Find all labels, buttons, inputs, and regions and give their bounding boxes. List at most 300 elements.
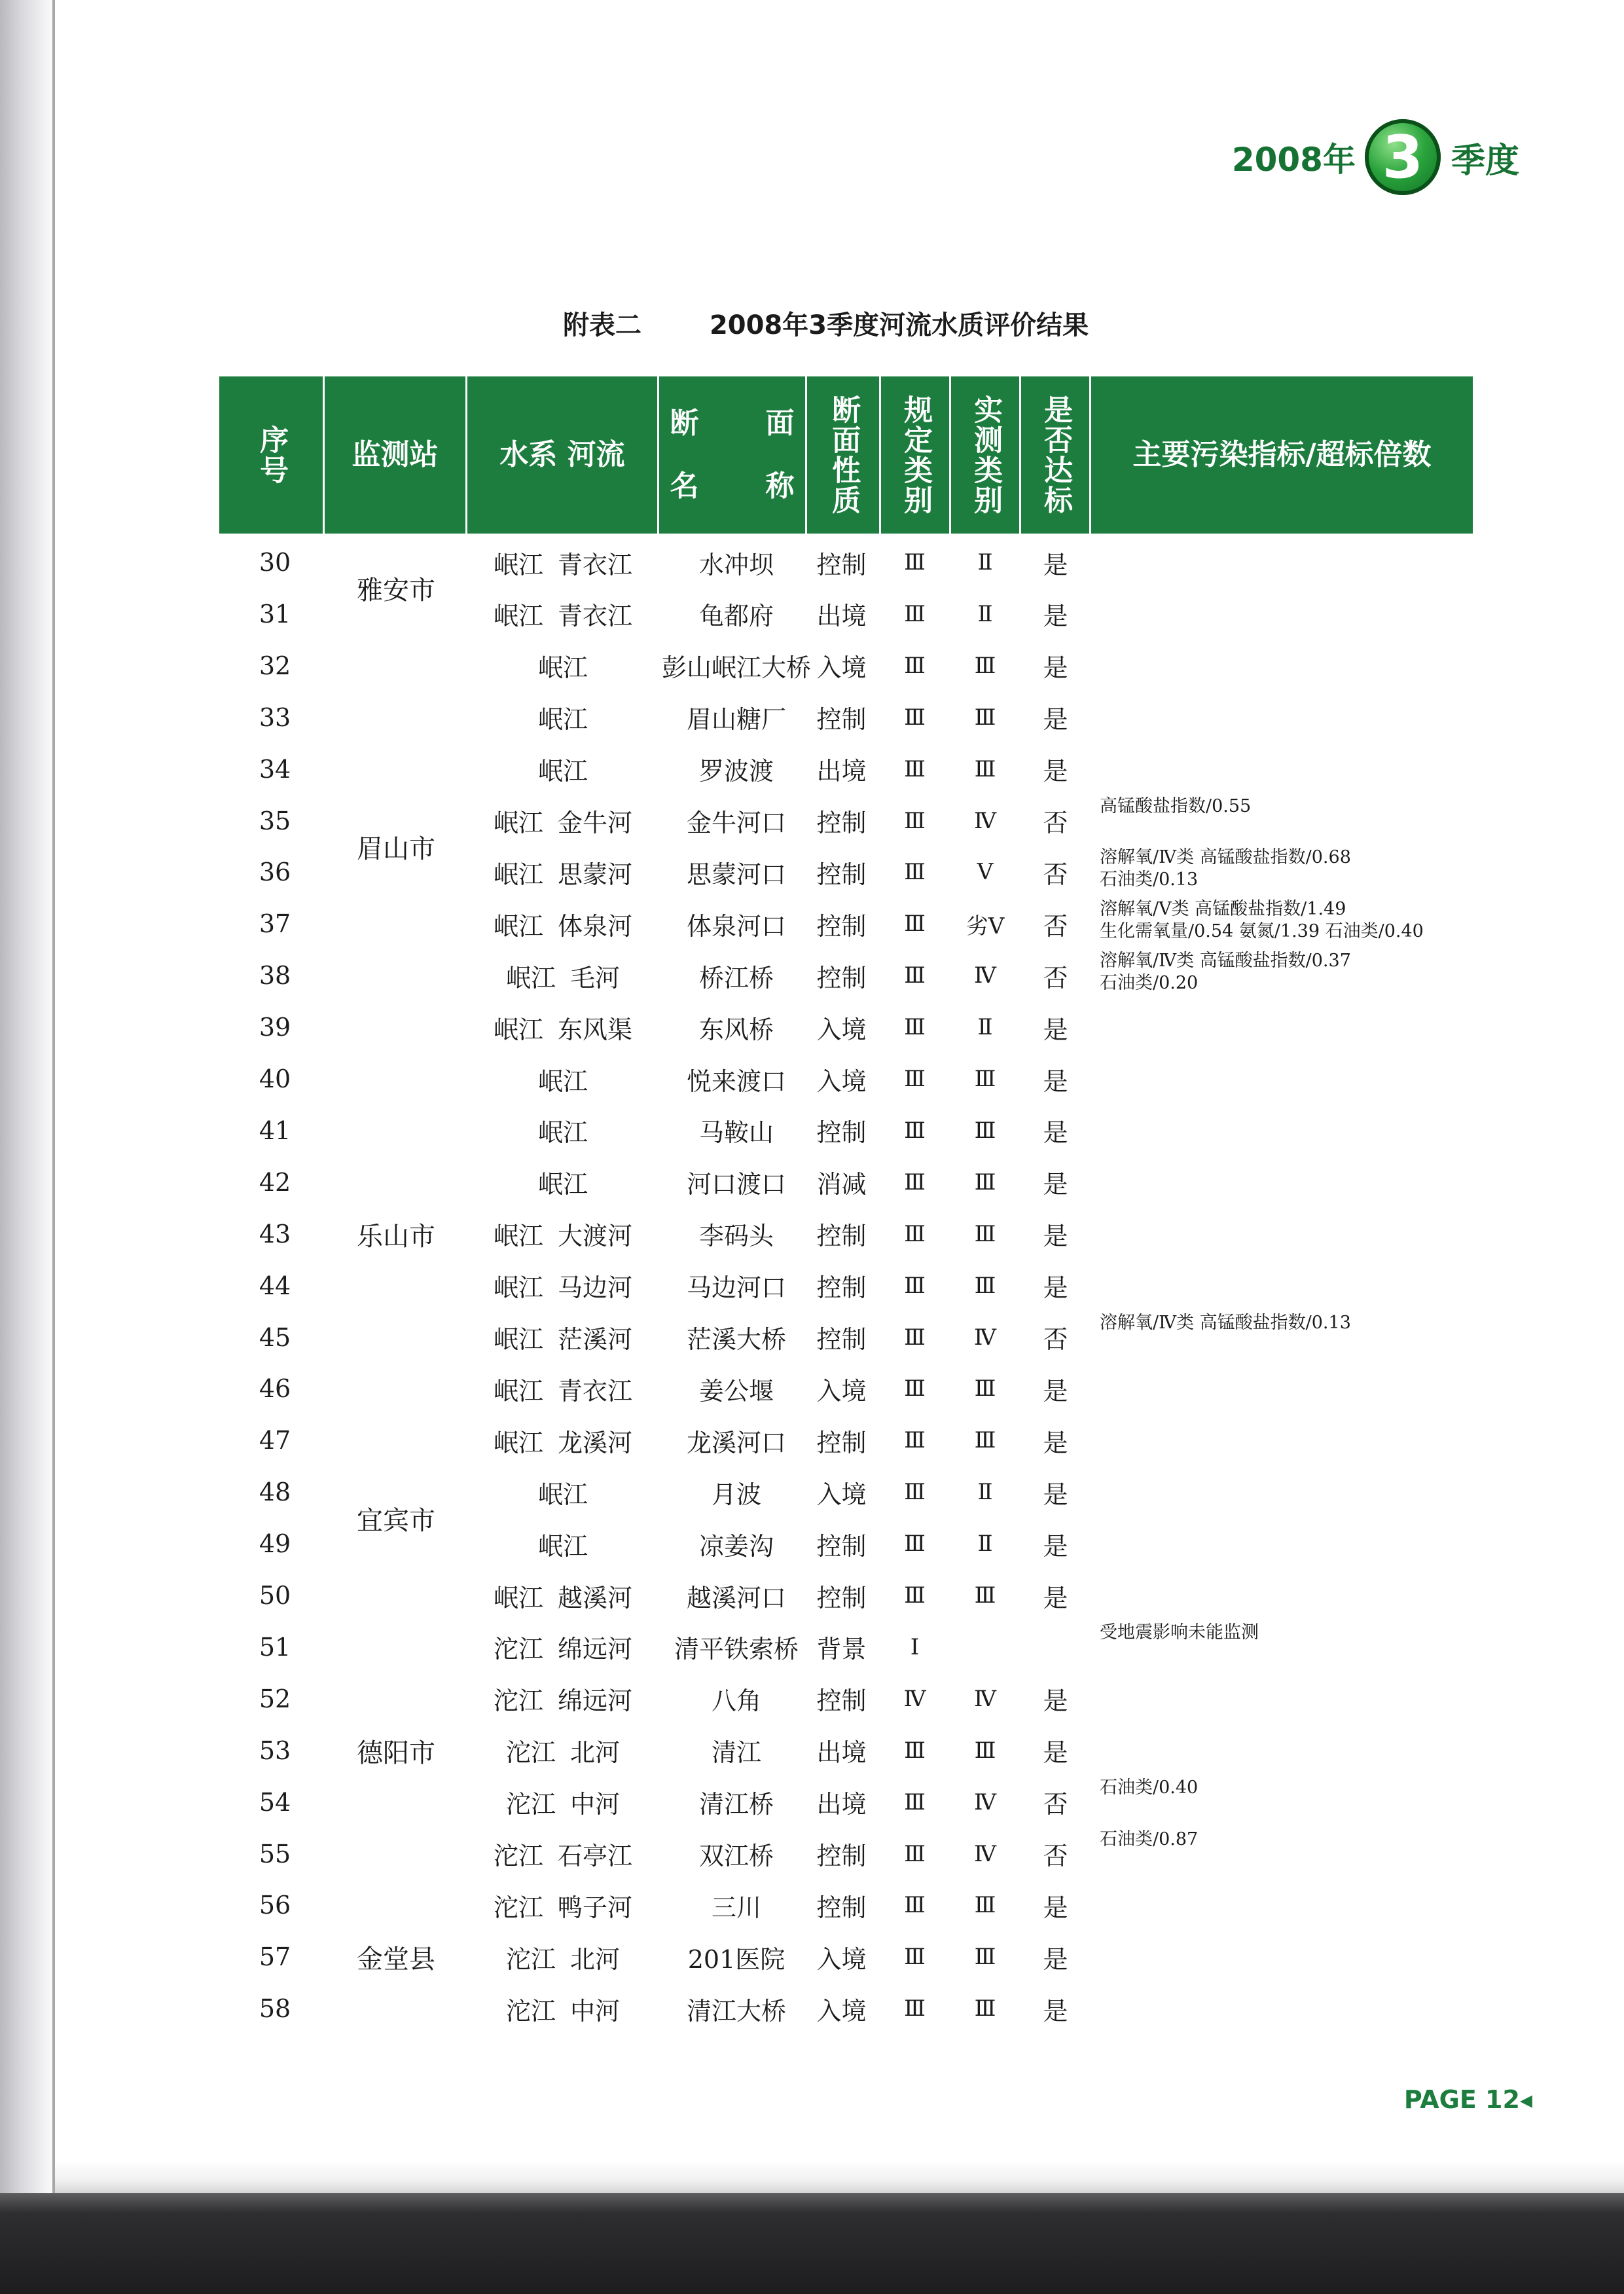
- river-system: 沱江: [493, 1842, 543, 1870]
- cell-river: [465, 1880, 661, 1931]
- cell-actual-class: Ⅲ: [974, 1892, 996, 1919]
- cell-river: [465, 1725, 661, 1776]
- cell-pollutants: [1100, 537, 1466, 588]
- cell-pollutants: [1100, 1931, 1466, 1982]
- col-header-actual: 实测类别: [949, 376, 1019, 534]
- river-system: 岷江: [537, 705, 588, 735]
- cell-no: 48: [259, 1478, 291, 1507]
- river-system: 岷江: [537, 1066, 588, 1096]
- cell-river: [465, 1002, 661, 1053]
- cell-actual-class: Ⅳ: [974, 1789, 996, 1815]
- cell-pollutants: [1100, 1209, 1466, 1260]
- cell-river: [465, 1363, 661, 1414]
- cell-river: [465, 1673, 661, 1724]
- river-system: 沱江: [505, 1738, 556, 1768]
- cell-compliant: 是: [1043, 757, 1068, 786]
- cell-compliant: 否: [1043, 809, 1068, 837]
- river-system: 岷江: [493, 1325, 543, 1354]
- cell-actual-class: Ⅲ: [974, 1220, 996, 1247]
- cell-pollutants: [1100, 1466, 1466, 1518]
- badge-quarter-circle: 3: [1365, 119, 1441, 195]
- cell-nature: 控制: [816, 1273, 867, 1303]
- cell-no: 55: [259, 1839, 291, 1868]
- cell-compliant: 是: [1043, 602, 1068, 631]
- cell-no: 57: [259, 1942, 291, 1972]
- cell-pollutants: [1100, 1157, 1466, 1208]
- river-name: 青衣江: [558, 602, 633, 631]
- cell-river: [465, 1570, 661, 1621]
- pollutant-line: 溶解氧/Ⅴ类 高锰酸盐指数/1.49: [1100, 899, 1346, 920]
- cell-no: 38: [259, 961, 291, 991]
- river-name: 龙溪河: [558, 1428, 633, 1457]
- page-fold-line: [52, 0, 55, 2193]
- cell-compliant: 是: [1043, 1686, 1068, 1716]
- cell-nature: 控制: [816, 1893, 867, 1922]
- cell-river: [465, 795, 661, 847]
- cell-required-class: Ⅲ: [904, 1737, 926, 1764]
- cell-nature: 控制: [816, 1222, 867, 1251]
- cell-compliant: 是: [1043, 1066, 1068, 1096]
- cell-river: [465, 1053, 661, 1104]
- river-system: 岷江: [493, 1015, 543, 1044]
- cell-nature: 入境: [816, 653, 867, 683]
- cell-compliant: 是: [1043, 1170, 1068, 1199]
- cell-section: 思蒙河口: [686, 860, 786, 889]
- cell-actual-class: Ⅲ: [974, 756, 996, 782]
- cell-pollutants: [1100, 950, 1466, 1001]
- cell-no: 43: [259, 1219, 291, 1248]
- pollutant-line: 高锰酸盐指数/0.55: [1100, 795, 1252, 816]
- river-system: 岷江: [493, 1583, 543, 1612]
- table-caption: 2008年3季度河流水质评价结果: [709, 310, 1089, 340]
- cell-nature: 控制: [816, 911, 867, 941]
- pollutant-line: 生化需氧量/0.54 氨氮/1.39 石油类/0.40: [1100, 921, 1424, 942]
- cell-section: 悦来渡口: [686, 1066, 786, 1096]
- river-system: 岷江: [493, 602, 543, 631]
- cell-nature: 出境: [816, 602, 867, 631]
- river-system: 沱江: [493, 1635, 543, 1664]
- cell-required-class: Ⅲ: [904, 859, 926, 886]
- pollutant-line: 石油类/0.40: [1100, 1777, 1199, 1798]
- cell-river: [465, 589, 661, 640]
- cell-pollutants: [1100, 1002, 1466, 1053]
- cell-no: 32: [259, 651, 291, 680]
- cell-pollutants: [1100, 692, 1466, 743]
- cell-nature: 控制: [816, 705, 867, 735]
- cell-no: 50: [259, 1581, 291, 1610]
- cell-compliant: 是: [1043, 653, 1068, 683]
- cell-required-class: Ⅲ: [904, 1014, 926, 1041]
- cell-nature: 入境: [816, 1480, 867, 1509]
- pollutant-line: 石油类/0.87: [1100, 1829, 1199, 1849]
- scanner-edge: [0, 2193, 1624, 2294]
- cell-section: 桥江桥: [698, 963, 774, 992]
- river-system: 岷江: [493, 550, 543, 579]
- cell-required-class: Ⅲ: [904, 1272, 926, 1299]
- cell-pollutants: [1100, 1312, 1466, 1363]
- cell-compliant: 是: [1043, 1480, 1068, 1509]
- cell-actual-class: Ⅳ: [974, 962, 996, 989]
- cell-nature: 入境: [816, 1015, 867, 1044]
- station-name: 金堂县: [357, 1944, 435, 1975]
- cell-no: 53: [259, 1736, 291, 1765]
- cell-nature: 控制: [816, 1583, 867, 1612]
- cell-required-class: Ⅲ: [904, 1531, 926, 1557]
- station-name: 眉山市: [357, 833, 435, 864]
- cell-actual-class: 劣Ⅴ: [965, 913, 1005, 939]
- cell-no: 39: [259, 1013, 291, 1042]
- cell-pollutants: [1100, 640, 1466, 691]
- cell-required-class: Ⅲ: [904, 704, 926, 731]
- cell-river: [465, 1157, 661, 1208]
- badge-season: 季度: [1451, 141, 1519, 181]
- col-header-compliant: 是否达标: [1019, 376, 1089, 534]
- river-name: 石亭江: [558, 1842, 633, 1870]
- river-system: 沱江: [505, 1944, 556, 1974]
- cell-pollutants: [1100, 744, 1466, 795]
- pollutant-line: 溶解氧/Ⅳ类 高锰酸盐指数/0.37: [1100, 951, 1351, 972]
- cell-pollutants: [1100, 1622, 1466, 1673]
- cell-actual-class: Ⅲ: [974, 1737, 996, 1764]
- cell-section: 龙溪河口: [686, 1428, 786, 1457]
- page-gutter: [0, 0, 52, 2193]
- river-name: 绵远河: [558, 1635, 633, 1664]
- river-system: 岷江: [493, 860, 543, 889]
- cell-actual-class: [949, 1622, 1021, 1673]
- cell-river: [465, 692, 661, 743]
- col-header-river: 水系 河流: [465, 376, 657, 534]
- cell-pollutants: [1100, 1053, 1466, 1104]
- cell-actual-class: Ⅱ: [977, 1531, 993, 1557]
- cell-section: 凉姜沟: [698, 1531, 774, 1561]
- cell-section: 八角: [711, 1686, 761, 1716]
- cell-pollutants: [1100, 847, 1466, 898]
- river-system: 岷江: [493, 1428, 543, 1457]
- river-system: 岷江: [493, 809, 543, 837]
- cell-actual-class: Ⅳ: [974, 807, 996, 834]
- river-system: 沱江: [493, 1893, 543, 1922]
- cell-actual-class: Ⅲ: [974, 1066, 996, 1092]
- page-bottom-edge: [55, 2160, 1624, 2193]
- cell-nature: 控制: [816, 1842, 867, 1870]
- cell-river: [465, 898, 661, 949]
- cell-pollutants: [1100, 1518, 1466, 1569]
- station-name: 雅安市: [357, 575, 435, 606]
- cell-required-class: Ⅲ: [904, 652, 926, 679]
- cell-section: 清江大桥: [686, 1996, 786, 2026]
- table-header: [219, 376, 1473, 534]
- cell-actual-class: Ⅲ: [974, 1117, 996, 1144]
- cell-no: 37: [259, 909, 291, 939]
- cell-river: [465, 1777, 661, 1828]
- cell-required-class: Ⅰ: [910, 1633, 920, 1660]
- cell-required-class: Ⅲ: [904, 1066, 926, 1092]
- river-system: 岷江: [493, 1222, 543, 1251]
- cell-no: 46: [259, 1374, 291, 1404]
- cell-actual-class: Ⅲ: [974, 1169, 996, 1195]
- cell-compliant: 是: [1043, 1944, 1068, 1974]
- station-name: 乐山市: [357, 1221, 435, 1252]
- cell-nature: 控制: [816, 860, 867, 889]
- cell-river: [465, 1622, 661, 1673]
- cell-river: [465, 1931, 661, 1982]
- cell-section: 201医院: [687, 1944, 785, 1974]
- river-name: 大渡河: [558, 1222, 633, 1251]
- cell-section: 双江桥: [698, 1842, 774, 1870]
- cell-actual-class: Ⅳ: [974, 1324, 996, 1351]
- cell-pollutants: [1100, 1105, 1466, 1156]
- cell-pollutants: [1100, 1880, 1466, 1931]
- cell-no: 40: [259, 1065, 291, 1093]
- cell-compliant: 否: [1043, 911, 1068, 941]
- cell-nature: 入境: [816, 1376, 867, 1406]
- cell-required-class: Ⅲ: [904, 600, 926, 627]
- cell-nature: 控制: [816, 1686, 867, 1716]
- cell-river: [465, 1312, 661, 1363]
- cell-no: 34: [259, 754, 291, 784]
- cell-no: 41: [259, 1116, 291, 1145]
- cell-section: 马鞍山: [698, 1118, 774, 1148]
- pollutant-line: 石油类/0.20: [1100, 973, 1199, 994]
- cell-nature: 控制: [816, 1531, 867, 1561]
- station-name: 宜宾市: [357, 1505, 435, 1536]
- cell-section: 越溪河口: [686, 1583, 786, 1612]
- cell-section: 姜公堰: [698, 1376, 774, 1406]
- cell-nature: 控制: [816, 1428, 867, 1457]
- cell-section: 罗波渡: [698, 757, 774, 786]
- cell-actual-class: Ⅳ: [974, 1685, 996, 1712]
- cell-pollutants: [1100, 1415, 1466, 1466]
- badge-year: 2008年: [1231, 141, 1356, 179]
- pollutant-line: 石油类/0.13: [1100, 869, 1199, 890]
- cell-pollutants: [1100, 1673, 1466, 1724]
- river-name: 越溪河: [558, 1583, 633, 1612]
- river-name: 北河: [570, 1738, 621, 1768]
- river-name: 鸭子河: [558, 1893, 633, 1922]
- river-system: 岷江: [537, 653, 588, 683]
- cell-required-class: Ⅲ: [904, 1427, 926, 1454]
- river-name: 东风渠: [558, 1015, 633, 1044]
- cell-actual-class: Ⅲ: [974, 1375, 996, 1402]
- col-header-section: 断 面 名 称: [657, 376, 805, 534]
- river-name: 毛河: [570, 963, 621, 992]
- cell-river: [465, 1105, 661, 1156]
- cell-no: 42: [259, 1167, 291, 1197]
- cell-compliant: 是: [1043, 1273, 1068, 1303]
- cell-river: [465, 1829, 661, 1880]
- cell-nature: 控制: [816, 1325, 867, 1354]
- cell-required-class: Ⅲ: [904, 1840, 926, 1867]
- cell-section: 体泉河口: [686, 911, 786, 941]
- cell-required-class: Ⅲ: [904, 1324, 926, 1351]
- river-system: 岷江: [537, 757, 588, 786]
- cell-no: 52: [259, 1684, 291, 1713]
- cell-compliant: 是: [1043, 705, 1068, 735]
- cell-nature: 控制: [816, 963, 867, 992]
- station-name: 德阳市: [357, 1738, 435, 1768]
- cell-actual-class: Ⅱ: [977, 1479, 993, 1506]
- cell-pollutants: [1100, 1777, 1466, 1828]
- cell-compliant: 是: [1043, 1996, 1068, 2026]
- river-name: 茫溪河: [558, 1325, 633, 1354]
- cell-nature: 控制: [816, 550, 867, 579]
- cell-required-class: Ⅲ: [904, 1169, 926, 1195]
- cell-compliant: 否: [1043, 1842, 1068, 1870]
- page-number: PAGE 12◂: [1403, 2085, 1532, 2114]
- cell-pollutants: [1100, 1725, 1466, 1776]
- cell-compliant: 是: [1043, 550, 1068, 579]
- cell-compliant: 否: [1043, 1790, 1068, 1819]
- cell-river: [465, 1260, 661, 1311]
- cell-compliant: 否: [1043, 860, 1068, 889]
- cell-actual-class: Ⅳ: [974, 1840, 996, 1867]
- cell-required-class: Ⅲ: [904, 1789, 926, 1815]
- cell-no: 56: [259, 1891, 291, 1920]
- cell-nature: 背景: [816, 1635, 867, 1664]
- cell-river: [465, 1415, 661, 1466]
- cell-required-class: Ⅲ: [904, 911, 926, 938]
- cell-no: 30: [259, 548, 291, 577]
- cell-required-class: Ⅳ: [903, 1685, 926, 1712]
- cell-pollutants: [1100, 589, 1466, 640]
- river-name: 青衣江: [558, 550, 633, 579]
- cell-nature: 出境: [816, 757, 867, 786]
- cell-section: 三川: [711, 1893, 761, 1922]
- cell-nature: 控制: [816, 809, 867, 837]
- cell-compliant: 否: [1043, 1325, 1068, 1354]
- cell-compliant: [1021, 1622, 1090, 1673]
- table-title: [563, 304, 1089, 342]
- cell-nature: 出境: [816, 1790, 867, 1819]
- cell-no: 31: [259, 599, 291, 628]
- cell-actual-class: Ⅱ: [977, 600, 993, 627]
- quarter-badge: [1232, 111, 1519, 203]
- cell-actual-class: Ⅲ: [974, 1944, 996, 1971]
- cell-compliant: 否: [1043, 963, 1068, 992]
- cell-no: 49: [259, 1529, 291, 1559]
- cell-section: 马边河口: [686, 1273, 786, 1303]
- cell-pollutants: [1100, 795, 1466, 847]
- table-label: 附表二: [563, 310, 641, 340]
- cell-no: 51: [259, 1632, 291, 1662]
- cell-actual-class: Ⅲ: [974, 1272, 996, 1299]
- river-system: 沱江: [505, 1790, 556, 1819]
- cell-section: 月波: [711, 1480, 761, 1509]
- col-header-nature: 断面性质: [805, 376, 879, 534]
- river-system: 岷江: [537, 1480, 588, 1509]
- cell-required-class: Ⅲ: [904, 1375, 926, 1402]
- cell-section: 清江桥: [698, 1790, 774, 1819]
- col-header-required: 规定类别: [879, 376, 949, 534]
- cell-compliant: 是: [1043, 1222, 1068, 1251]
- cell-actual-class: Ⅴ: [977, 859, 994, 886]
- cell-no: 45: [259, 1322, 291, 1352]
- cell-required-class: Ⅲ: [904, 1582, 926, 1609]
- river-system: 沱江: [505, 1996, 556, 2026]
- river-system: 岷江: [493, 1273, 543, 1303]
- cell-pollutants: [1100, 1363, 1466, 1414]
- cell-section: 彭山岷江大桥: [661, 653, 811, 683]
- cell-section: 茫溪大桥: [686, 1325, 786, 1354]
- cell-required-class: Ⅲ: [904, 1944, 926, 1971]
- river-system: 岷江: [505, 963, 556, 992]
- river-system: 岷江: [537, 1531, 588, 1561]
- cell-nature: 控制: [816, 1118, 867, 1148]
- cell-section: 清江: [711, 1738, 761, 1768]
- cell-river: [465, 640, 661, 691]
- cell-compliant: 是: [1043, 1376, 1068, 1406]
- cell-actual-class: Ⅲ: [974, 704, 996, 731]
- cell-river: [465, 1466, 661, 1518]
- cell-section: 龟都府: [698, 602, 774, 631]
- cell-required-class: Ⅲ: [904, 549, 926, 575]
- cell-no: 58: [259, 1994, 291, 2024]
- cell-actual-class: Ⅱ: [977, 1014, 993, 1041]
- cell-nature: 消减: [816, 1170, 867, 1199]
- river-system: 岷江: [493, 1376, 543, 1406]
- cell-compliant: 是: [1043, 1015, 1068, 1044]
- river-name: 中河: [570, 1996, 621, 2026]
- cell-required-class: Ⅲ: [904, 1220, 926, 1247]
- cell-actual-class: Ⅱ: [977, 549, 993, 575]
- cell-actual-class: Ⅲ: [974, 1582, 996, 1609]
- cell-actual-class: Ⅲ: [974, 1995, 996, 2022]
- cell-river: [465, 847, 661, 898]
- cell-river: [465, 950, 661, 1001]
- river-name: 思蒙河: [558, 860, 633, 889]
- cell-required-class: Ⅲ: [904, 756, 926, 782]
- river-name: 体泉河: [558, 911, 633, 941]
- cell-compliant: 是: [1043, 1428, 1068, 1457]
- cell-required-class: Ⅲ: [904, 1995, 926, 2022]
- cell-pollutants: [1100, 1983, 1466, 2034]
- cell-section: 眉山糖厂: [686, 705, 786, 735]
- cell-no: 47: [259, 1426, 291, 1455]
- cell-actual-class: Ⅲ: [974, 1427, 996, 1454]
- pollutant-line: 受地震影响未能监测: [1100, 1622, 1259, 1643]
- cell-pollutants: [1100, 898, 1466, 949]
- cell-no: 33: [259, 702, 291, 732]
- cell-section: 金牛河口: [686, 809, 786, 837]
- river-name: 北河: [570, 1944, 621, 1974]
- cell-river: [465, 744, 661, 795]
- cell-pollutants: [1100, 1260, 1466, 1311]
- col-header-no: 序号: [255, 425, 289, 485]
- cell-section: 东风桥: [698, 1015, 774, 1044]
- cell-nature: 入境: [816, 1996, 867, 2026]
- river-system: 岷江: [537, 1170, 588, 1199]
- cell-section: 水冲坝: [698, 550, 774, 579]
- cell-required-class: Ⅲ: [904, 1892, 926, 1919]
- cell-section: 李码头: [698, 1222, 774, 1251]
- river-system: 岷江: [537, 1118, 588, 1148]
- river-name: 马边河: [558, 1273, 633, 1303]
- cell-compliant: 是: [1043, 1531, 1068, 1561]
- cell-nature: 入境: [816, 1066, 867, 1096]
- cell-required-class: Ⅲ: [904, 807, 926, 834]
- cell-compliant: 是: [1043, 1118, 1068, 1148]
- col-header-station: 监测站: [323, 376, 465, 534]
- river-name: 青衣江: [558, 1376, 633, 1406]
- cell-pollutants: [1100, 1829, 1466, 1880]
- cell-river: [465, 537, 661, 588]
- cell-section: 河口渡口: [686, 1170, 786, 1199]
- cell-no: 35: [259, 806, 291, 835]
- cell-actual-class: Ⅲ: [974, 652, 996, 679]
- cell-river: [465, 1209, 661, 1260]
- cell-section: 清平铁索桥: [674, 1635, 799, 1664]
- river-name: 中河: [570, 1790, 621, 1819]
